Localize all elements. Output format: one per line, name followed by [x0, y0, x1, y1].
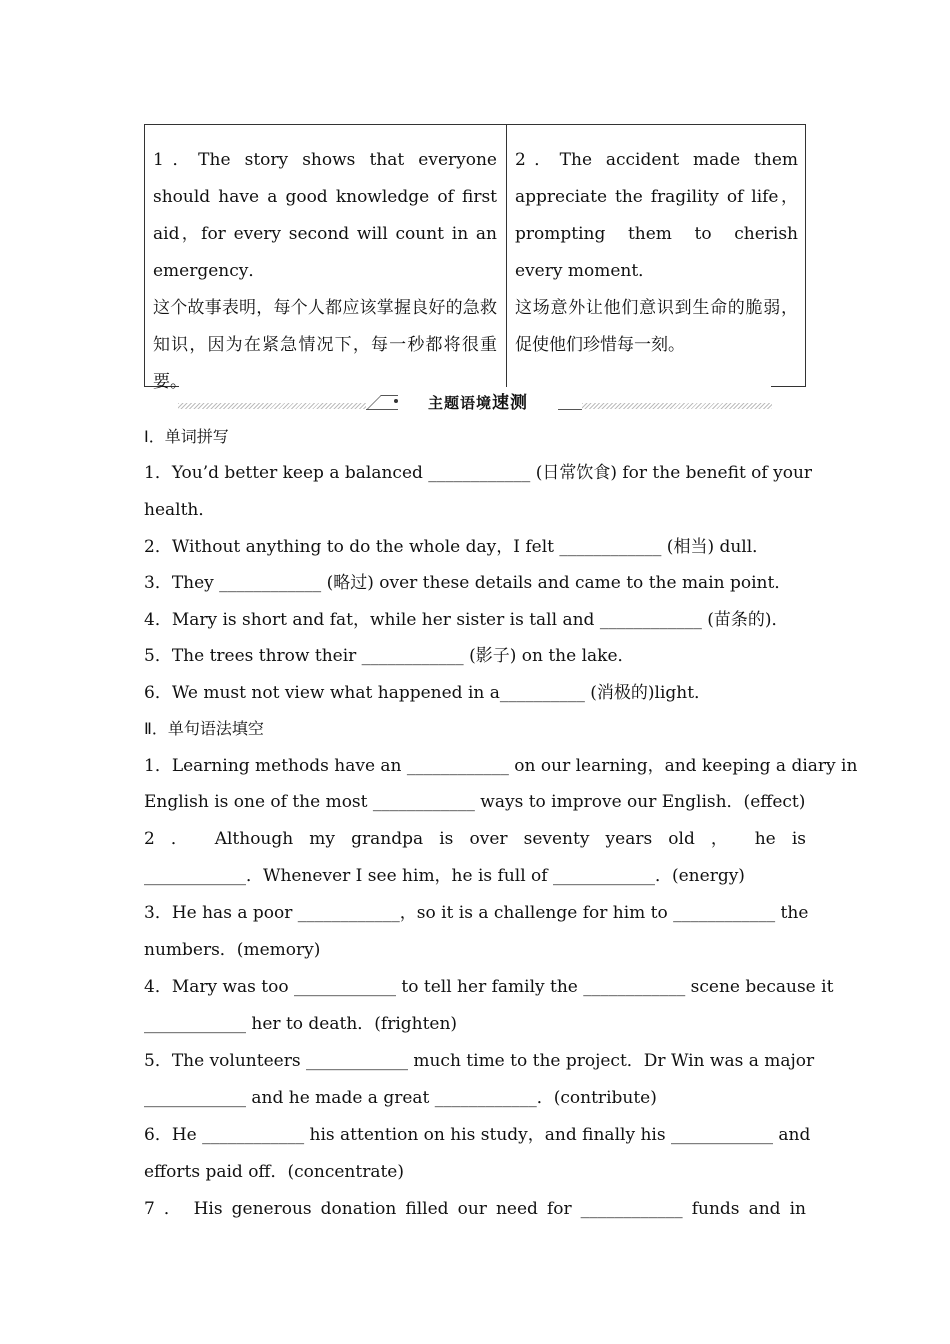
banner-title-a: 主题语境 — [427, 394, 492, 412]
s1-q6: 6．We must not view what happened in a__________ (消极的)light． — [144, 683, 712, 703]
cell-right-chinese: 这场意外让他们意识到生命的脆弱，促使他们珍惜每一刻。 — [515, 298, 798, 355]
cell-right-english: 2．The accident made them appreciate the fragility of life，prompting them to cherish every moment． — [515, 150, 798, 281]
table-cell-right — [515, 142, 798, 364]
sentence-table — [144, 124, 806, 392]
s1-q3: 3．They ____________ (略过) over these details and came to the main point． — [144, 573, 792, 593]
cell-left-chinese: 这个故事表明，每个人都应该掌握良好的急救知识，因为在紧急情况下，每一秒都将很重要。 — [153, 298, 497, 392]
banner-hatch-left — [178, 403, 366, 409]
s2-q5-line1: 5．The volunteers ____________ much time to the project．Dr Win was a major — [144, 1051, 815, 1071]
s1-q1-line2: health． — [144, 500, 216, 520]
banner-hatch-right — [582, 403, 772, 409]
s2-q6-line2: efforts paid off．(concentrate) — [144, 1162, 404, 1182]
s2-q1-line1: 1．Learning methods have an ____________ on our learning，and keeping a diary in — [144, 756, 858, 776]
s1-q1-line1: 1．You’d better keep a balanced ____________ (日常饮食) for the benefit of your — [144, 463, 813, 483]
s2-q5-line2: ____________ and he made a great ____________．(contribute) — [144, 1088, 657, 1108]
s2-q1-line2: English is one of the most ____________ ways to improve our English．(effect) — [144, 792, 806, 812]
section-banner — [178, 390, 772, 412]
s1-q5: 5．The trees throw their ____________ (影子) on the lake． — [144, 646, 635, 666]
banner-title-b: 速测 — [492, 393, 528, 413]
s2-q3-line2: numbers．(memory) — [144, 940, 321, 960]
s1-q2: 2．Without anything to do the whole day，I felt ____________ (相当) dull． — [144, 537, 770, 557]
banner-title — [398, 388, 558, 413]
s2-q2-line2: ____________．Whenever I see him，he is full of ____________．(energy) — [144, 866, 745, 886]
s2-q4-line2: ____________ her to death．(frighten) — [144, 1014, 458, 1034]
section2-heading: Ⅱ．单句语法填空 — [144, 719, 264, 738]
s2-q7-line1: 7 ． His generous donation filled our need for ____________ funds and in — [144, 1199, 806, 1219]
table-cell-left — [153, 142, 497, 401]
s2-q6-line1: 6．He ____________ his attention on his study，and finally his ____________ and — [144, 1125, 811, 1145]
cell-left-english: 1．The story shows that everyone should have a good knowledge of first aid，for every second will count in an emergency． — [153, 150, 497, 281]
table-divider — [506, 125, 507, 387]
s2-q4-line1: 4．Mary was too ____________ to tell her family the ____________ scene because it — [144, 977, 834, 997]
table-corner-right — [771, 386, 806, 387]
s2-q2-line1: 2 ． Although my grandpa is over seventy years old ， he is — [144, 829, 806, 849]
section1-heading: Ⅰ．单词拼写 — [144, 427, 229, 446]
s2-q3-line1: 3．He has a poor ____________，so it is a challenge for him to ____________ the — [144, 903, 809, 923]
s1-q4: 4．Mary is short and fat，while her sister is tall and ____________ (苗条的)． — [144, 610, 789, 630]
